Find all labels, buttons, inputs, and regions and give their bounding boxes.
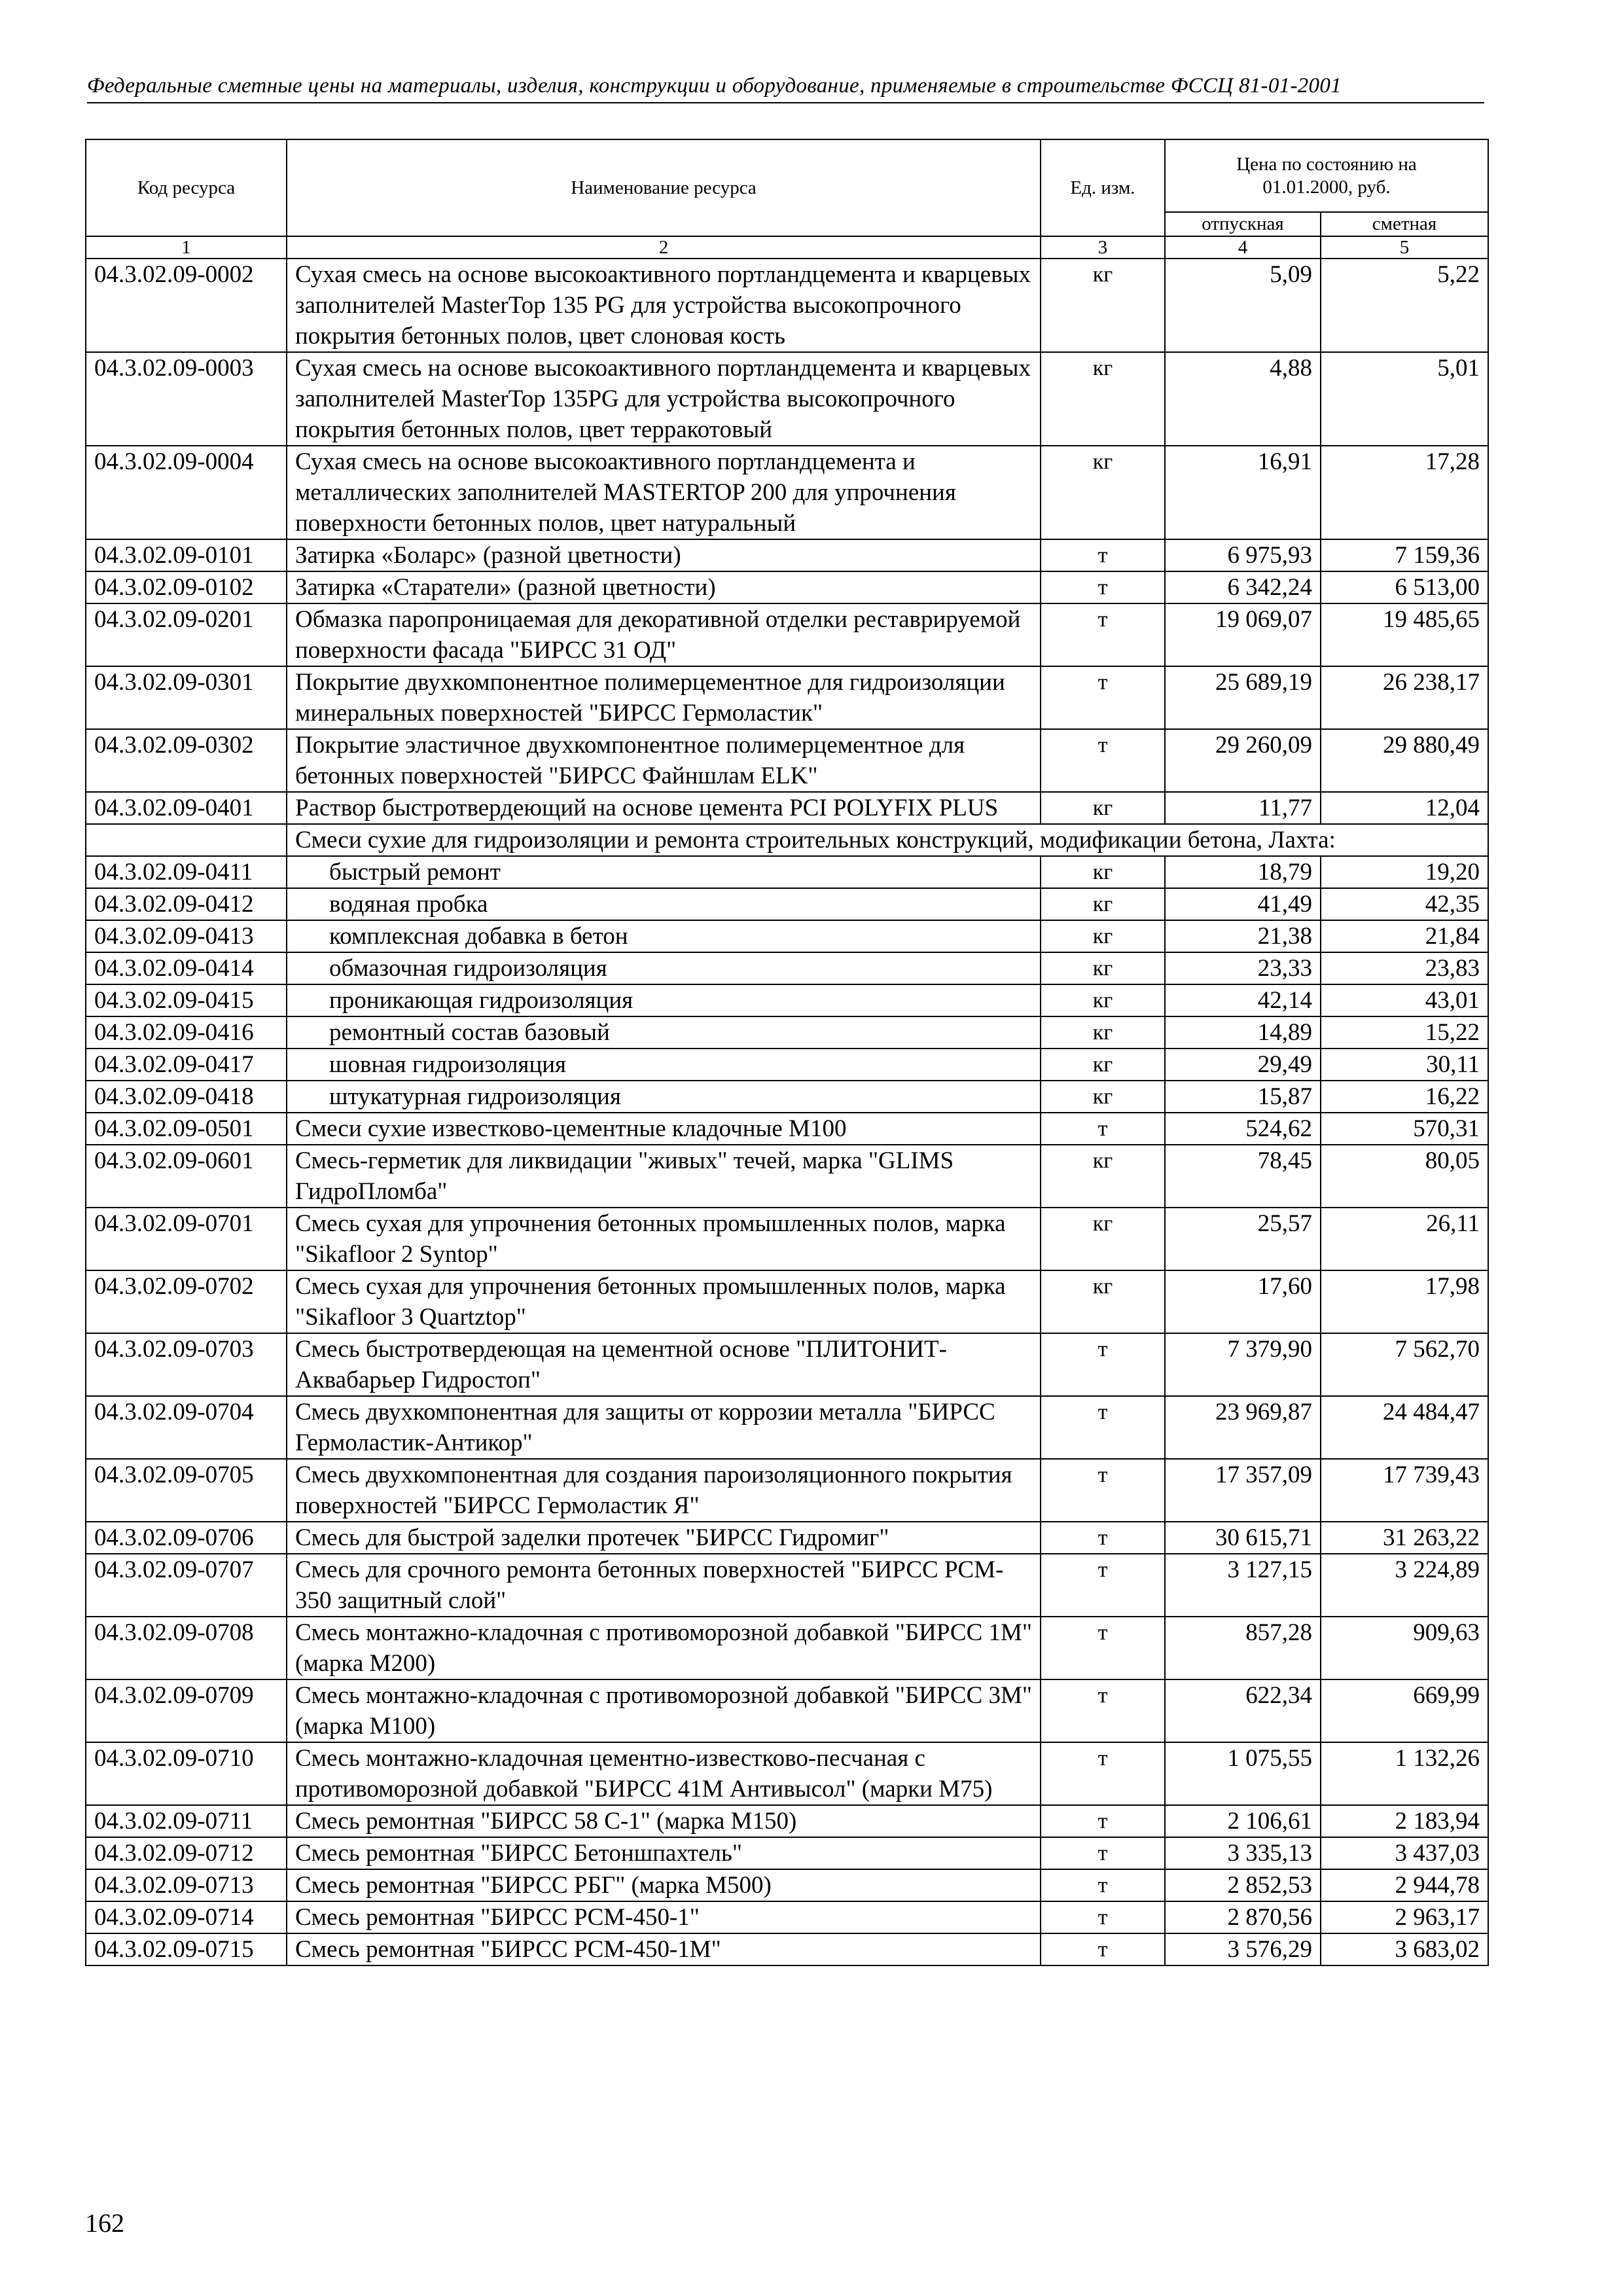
estimate-price: 5,22 — [1321, 259, 1488, 352]
unit: кг — [1041, 1145, 1165, 1208]
estimate-price: 21,84 — [1321, 920, 1488, 952]
resource-code: 04.3.02.09-0101 — [86, 539, 287, 571]
unit: т — [1041, 571, 1165, 603]
resource-code: 04.3.02.09-0703 — [86, 1333, 287, 1396]
resource-code: 04.3.02.09-0709 — [86, 1679, 287, 1742]
column-index: 5 — [1321, 236, 1488, 259]
resource-code: 04.3.02.09-0705 — [86, 1459, 287, 1522]
resource-code: 04.3.02.09-0713 — [86, 1869, 287, 1901]
table-row — [86, 952, 1488, 984]
resource-code: 04.3.02.09-0701 — [86, 1208, 287, 1270]
release-price: 23,33 — [1165, 952, 1321, 984]
release-price: 3 576,29 — [1165, 1933, 1321, 1965]
resource-code: 04.3.02.09-0002 — [86, 259, 287, 352]
col-header-price: Цена по состоянию на 01.01.2000, руб. — [1165, 139, 1488, 212]
unit: т — [1041, 1869, 1165, 1901]
resource-code: 04.3.02.09-0301 — [86, 666, 287, 729]
resource-code: 04.3.02.09-0714 — [86, 1901, 287, 1933]
resource-name: быстрый ремонт — [287, 856, 1041, 888]
table-row — [86, 856, 1488, 888]
table-row — [86, 603, 1488, 666]
table-row — [86, 1016, 1488, 1049]
resource-code: 04.3.02.09-0417 — [86, 1049, 287, 1081]
release-price: 30 615,71 — [1165, 1522, 1321, 1554]
resource-name: Покрытие эластичное двухкомпонентное полимерцементное для бетонных поверхностей "БИРСС Файншлам ELK" — [287, 729, 1041, 792]
resource-code: 04.3.02.09-0712 — [86, 1837, 287, 1869]
unit: кг — [1041, 856, 1165, 888]
resource-code: 04.3.02.09-0412 — [86, 888, 287, 920]
unit: т — [1041, 1837, 1165, 1869]
resource-name: проникающая гидроизоляция — [287, 984, 1041, 1016]
estimate-price: 570,31 — [1321, 1113, 1488, 1145]
resource-code: 04.3.02.09-0411 — [86, 856, 287, 888]
resource-name: Смесь для срочного ремонта бетонных поверхностей "БИРСС PCM-350 защитный слой" — [287, 1554, 1041, 1617]
release-price: 14,89 — [1165, 1016, 1321, 1049]
release-price: 2 870,56 — [1165, 1901, 1321, 1933]
table-row — [86, 729, 1488, 792]
resource-code: 04.3.02.09-0708 — [86, 1617, 287, 1679]
estimate-price: 16,22 — [1321, 1081, 1488, 1113]
resource-name: Смесь для быстрой заделки протечек "БИРСС Гидромиг" — [287, 1522, 1041, 1554]
unit: кг — [1041, 352, 1165, 446]
unit: кг — [1041, 792, 1165, 824]
release-price: 15,87 — [1165, 1081, 1321, 1113]
resource-name: Смесь ремонтная "БИРСС PCM-450-1М" — [287, 1933, 1041, 1965]
estimate-price: 17,98 — [1321, 1270, 1488, 1333]
unit: кг — [1041, 1208, 1165, 1270]
resource-code: 04.3.02.09-0416 — [86, 1016, 287, 1049]
estimate-price: 909,63 — [1321, 1617, 1488, 1679]
release-price: 29 260,09 — [1165, 729, 1321, 792]
table-row — [86, 1554, 1488, 1617]
unit: т — [1041, 1554, 1165, 1617]
table-row — [86, 1805, 1488, 1837]
resource-code: 04.3.02.09-0413 — [86, 920, 287, 952]
estimate-price: 3 683,02 — [1321, 1933, 1488, 1965]
estimate-price: 1 132,26 — [1321, 1742, 1488, 1805]
estimate-price: 17 739,43 — [1321, 1459, 1488, 1522]
release-price: 7 379,90 — [1165, 1333, 1321, 1396]
table-row — [86, 1081, 1488, 1113]
resource-name: Смесь сухая для упрочнения бетонных промышленных полов, марка "Sikafloor 3 Quartztop" — [287, 1270, 1041, 1333]
unit: т — [1041, 603, 1165, 666]
release-price: 41,49 — [1165, 888, 1321, 920]
resource-code: 04.3.02.09-0414 — [86, 952, 287, 984]
resource-code: 04.3.02.09-0707 — [86, 1554, 287, 1617]
resource-name: Затирка «Боларс» (разной цветности) — [287, 539, 1041, 571]
release-price: 1 075,55 — [1165, 1742, 1321, 1805]
release-price: 25 689,19 — [1165, 666, 1321, 729]
unit: кг — [1041, 1049, 1165, 1081]
release-price: 18,79 — [1165, 856, 1321, 888]
table-row — [86, 1837, 1488, 1869]
column-index: 1 — [86, 236, 287, 259]
resource-name: ремонтный состав базовый — [287, 1016, 1041, 1049]
estimate-price: 30,11 — [1321, 1049, 1488, 1081]
unit: т — [1041, 1522, 1165, 1554]
release-price: 3 127,15 — [1165, 1554, 1321, 1617]
resource-name: Смесь монтажно-кладочная цементно-известково-песчаная с противоморозной добавкой "БИРСС 41М Антивысол" (марки М75) — [287, 1742, 1041, 1805]
resource-code: 04.3.02.09-0418 — [86, 1081, 287, 1113]
estimate-price: 26,11 — [1321, 1208, 1488, 1270]
resource-name: Обмазка паропроницаемая для декоративной отделки реставрируемой поверхности фасада "БИРСС 31 ОД" — [287, 603, 1041, 666]
table-row — [86, 1333, 1488, 1396]
release-price: 78,45 — [1165, 1145, 1321, 1208]
estimate-price: 23,83 — [1321, 952, 1488, 984]
estimate-price: 42,35 — [1321, 888, 1488, 920]
resource-code: 04.3.02.09-0706 — [86, 1522, 287, 1554]
unit: кг — [1041, 984, 1165, 1016]
resource-code: 04.3.02.09-0711 — [86, 1805, 287, 1837]
release-price: 524,62 — [1165, 1113, 1321, 1145]
resource-name: Затирка «Старатели» (разной цветности) — [287, 571, 1041, 603]
resource-name: Смесь быстротвердеющая на цементной основе "ПЛИТОНИТ- Аквабарьер Гидростоп" — [287, 1333, 1041, 1396]
resource-name: Смеси сухие известково-цементные кладочные М100 — [287, 1113, 1041, 1145]
resource-name: Смесь монтажно-кладочная с противоморозной добавкой "БИРСС 3М" (марка М100) — [287, 1679, 1041, 1742]
resource-name: Смесь ремонтная "БИРСС 58 С-1" (марка М150) — [287, 1805, 1041, 1837]
release-price: 23 969,87 — [1165, 1396, 1321, 1459]
resource-name: Смесь монтажно-кладочная с противоморозной добавкой "БИРСС 1М" (марка М200) — [287, 1617, 1041, 1679]
column-index: 2 — [287, 236, 1041, 259]
unit: т — [1041, 1459, 1165, 1522]
release-price: 2 106,61 — [1165, 1805, 1321, 1837]
table-row — [86, 920, 1488, 952]
estimate-price: 31 263,22 — [1321, 1522, 1488, 1554]
unit: т — [1041, 1113, 1165, 1145]
column-index: 4 — [1165, 236, 1321, 259]
resource-name: Покрытие двухкомпонентное полимерцементное для гидроизоляции минеральных поверхностей "БИРСС Гермоластик" — [287, 666, 1041, 729]
resource-code: 04.3.02.09-0302 — [86, 729, 287, 792]
resource-name: Смесь ремонтная "БИРСС РБГ" (марка М500) — [287, 1869, 1041, 1901]
estimate-price: 2 963,17 — [1321, 1901, 1488, 1933]
resource-name: штукатурная гидроизоляция — [287, 1081, 1041, 1113]
unit: кг — [1041, 1016, 1165, 1049]
group-heading-row — [86, 824, 1488, 856]
resource-name: Смесь двухкомпонентная для создания пароизоляционного покрытия поверхностей "БИРСС Гермоластик Я" — [287, 1459, 1041, 1522]
release-price: 42,14 — [1165, 984, 1321, 1016]
unit: т — [1041, 1333, 1165, 1396]
table-row — [86, 792, 1488, 824]
estimate-price: 6 513,00 — [1321, 571, 1488, 603]
table-row — [86, 1933, 1488, 1965]
estimate-price: 2 944,78 — [1321, 1869, 1488, 1901]
resource-name: Раствор быстротвердеющий на основе цемента PCI POLYFIX PLUS — [287, 792, 1041, 824]
unit: т — [1041, 666, 1165, 729]
table-row — [86, 1869, 1488, 1901]
estimate-price: 15,22 — [1321, 1016, 1488, 1049]
table-row — [86, 1742, 1488, 1805]
table-row — [86, 1617, 1488, 1679]
unit: т — [1041, 1933, 1165, 1965]
release-price: 6 975,93 — [1165, 539, 1321, 571]
col-header-code: Код ресурса — [86, 139, 287, 236]
resource-name: Смесь-герметик для ликвидации "живых" течей, марка "GLIMS ГидроПломба" — [287, 1145, 1041, 1208]
unit: кг — [1041, 446, 1165, 539]
release-price: 29,49 — [1165, 1049, 1321, 1081]
table-row — [86, 1396, 1488, 1459]
unit: т — [1041, 1742, 1165, 1805]
table-row — [86, 888, 1488, 920]
col-header-name: Наименование ресурса — [287, 139, 1041, 236]
release-price: 16,91 — [1165, 446, 1321, 539]
price-table — [85, 139, 1489, 1966]
table-row — [86, 259, 1488, 352]
resource-name: Сухая смесь на основе высокоактивного портландцемента и кварцевых заполнителей MasterTop 135 PG для устройства высокопрочного покрытия бетонных полов, цвет слоновая кость — [287, 259, 1041, 352]
table-row — [86, 666, 1488, 729]
estimate-price: 80,05 — [1321, 1145, 1488, 1208]
unit: т — [1041, 1617, 1165, 1679]
release-price: 11,77 — [1165, 792, 1321, 824]
group-heading: Смеси сухие для гидроизоляции и ремонта строительных конструкций, модификации бетона, Лахта: — [287, 824, 1488, 856]
estimate-price: 7 562,70 — [1321, 1333, 1488, 1396]
resource-name: Смесь двухкомпонентная для защиты от коррозии металла "БИРСС Гермоластик-Антикор" — [287, 1396, 1041, 1459]
column-index-row — [86, 236, 1488, 259]
unit: т — [1041, 1396, 1165, 1459]
col-header-unit: Ед. изм. — [1041, 139, 1165, 236]
col-header-release: отпускная — [1165, 212, 1321, 236]
unit: кг — [1041, 1081, 1165, 1113]
resource-code: 04.3.02.09-0401 — [86, 792, 287, 824]
table-row — [86, 571, 1488, 603]
resource-code: 04.3.02.09-0702 — [86, 1270, 287, 1333]
resource-name: Смесь ремонтная "БИРСС Бетоншпахтель" — [287, 1837, 1041, 1869]
release-price: 19 069,07 — [1165, 603, 1321, 666]
release-price: 25,57 — [1165, 1208, 1321, 1270]
resource-code: 04.3.02.09-0704 — [86, 1396, 287, 1459]
unit: кг — [1041, 888, 1165, 920]
unit: кг — [1041, 920, 1165, 952]
table-row — [86, 352, 1488, 446]
resource-code: 04.3.02.09-0501 — [86, 1113, 287, 1145]
unit: т — [1041, 1901, 1165, 1933]
release-price: 17,60 — [1165, 1270, 1321, 1333]
release-price: 5,09 — [1165, 259, 1321, 352]
release-price: 3 335,13 — [1165, 1837, 1321, 1869]
estimate-price: 19,20 — [1321, 856, 1488, 888]
release-price: 2 852,53 — [1165, 1869, 1321, 1901]
estimate-price: 7 159,36 — [1321, 539, 1488, 571]
table-row — [86, 539, 1488, 571]
resource-name: Смесь сухая для упрочнения бетонных промышленных полов, марка "Sikafloor 2 Syntop" — [287, 1208, 1041, 1270]
release-price: 6 342,24 — [1165, 571, 1321, 603]
table-row — [86, 1901, 1488, 1933]
resource-code: 04.3.02.09-0415 — [86, 984, 287, 1016]
estimate-price: 17,28 — [1321, 446, 1488, 539]
estimate-price: 12,04 — [1321, 792, 1488, 824]
release-price: 622,34 — [1165, 1679, 1321, 1742]
estimate-price: 3 437,03 — [1321, 1837, 1488, 1869]
table-row — [86, 1679, 1488, 1742]
resource-name: комплексная добавка в бетон — [287, 920, 1041, 952]
unit: т — [1041, 539, 1165, 571]
table-body — [86, 259, 1488, 1965]
col-header-estimate: сметная — [1321, 212, 1488, 236]
unit: т — [1041, 1679, 1165, 1742]
release-price: 21,38 — [1165, 920, 1321, 952]
estimate-price: 26 238,17 — [1321, 666, 1488, 729]
resource-name: Смесь ремонтная "БИРСС PCM-450-1" — [287, 1901, 1041, 1933]
release-price: 17 357,09 — [1165, 1459, 1321, 1522]
resource-name: водяная пробка — [287, 888, 1041, 920]
resource-code: 04.3.02.09-0201 — [86, 603, 287, 666]
estimate-price: 43,01 — [1321, 984, 1488, 1016]
release-price: 4,88 — [1165, 352, 1321, 446]
estimate-price: 5,01 — [1321, 352, 1488, 446]
group-code-cell — [86, 824, 287, 856]
resource-code: 04.3.02.09-0710 — [86, 1742, 287, 1805]
resource-code: 04.3.02.09-0003 — [86, 352, 287, 446]
page-number: 162 — [85, 2208, 124, 2238]
resource-name: обмазочная гидроизоляция — [287, 952, 1041, 984]
estimate-price: 24 484,47 — [1321, 1396, 1488, 1459]
unit: кг — [1041, 259, 1165, 352]
estimate-price: 29 880,49 — [1321, 729, 1488, 792]
estimate-price: 2 183,94 — [1321, 1805, 1488, 1837]
resource-code: 04.3.02.09-0102 — [86, 571, 287, 603]
unit: кг — [1041, 952, 1165, 984]
resource-name: Сухая смесь на основе высокоактивного портландцемента и металлических заполнителей MASTERTOP 200 для упрочнения поверхности бетонных полов, цвет натуральный — [287, 446, 1041, 539]
resource-code: 04.3.02.09-0601 — [86, 1145, 287, 1208]
estimate-price: 669,99 — [1321, 1679, 1488, 1742]
release-price: 857,28 — [1165, 1617, 1321, 1679]
resource-code: 04.3.02.09-0004 — [86, 446, 287, 539]
unit: т — [1041, 729, 1165, 792]
table-row — [86, 1270, 1488, 1333]
table-row — [86, 1113, 1488, 1145]
resource-name: Сухая смесь на основе высокоактивного портландцемента и кварцевых заполнителей MasterTop 135PG для устройства высокопрочного покрытия бетонных полов, цвет терракотовый — [287, 352, 1041, 446]
table-row — [86, 1049, 1488, 1081]
unit: т — [1041, 1805, 1165, 1837]
table-row — [86, 1208, 1488, 1270]
estimate-price: 3 224,89 — [1321, 1554, 1488, 1617]
resource-name: шовная гидроизоляция — [287, 1049, 1041, 1081]
estimate-price: 19 485,65 — [1321, 603, 1488, 666]
table-row — [86, 1522, 1488, 1554]
resource-code: 04.3.02.09-0715 — [86, 1933, 287, 1965]
table-row — [86, 984, 1488, 1016]
table-row — [86, 1145, 1488, 1208]
running-header: Федеральные сметные цены на материалы, изделия, конструкции и оборудование, применяемые в строительстве ФССЦ 81-01-2001 — [87, 72, 1484, 103]
unit: кг — [1041, 1270, 1165, 1333]
table-header — [86, 139, 1488, 259]
table-row — [86, 446, 1488, 539]
column-index: 3 — [1041, 236, 1165, 259]
table-row — [86, 1459, 1488, 1522]
